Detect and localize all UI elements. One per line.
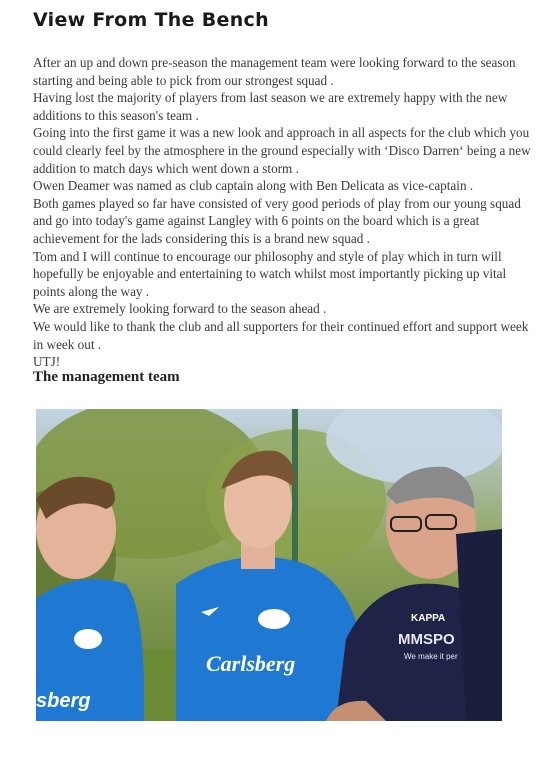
paragraph: We would like to thank the club and all supporters for their continued effort and support week in week out . xyxy=(33,318,529,352)
paragraph: Tom and I will continue to encourage our philosophy and style of play which in turn will hopefully be enjoyable and entertaining to watch whilst most importantly picking up vital points along the way . xyxy=(33,248,507,299)
article-title: View From The Bench xyxy=(33,9,269,31)
shirt-right-sponsor: MMSPO xyxy=(398,631,455,648)
shirt-left-text: sberg xyxy=(36,690,91,712)
shirt-center-text: Carlsberg xyxy=(206,651,296,676)
paragraph: We are extremely looking forward to the season ahead . xyxy=(33,301,327,317)
paragraph: UTJ! xyxy=(33,354,61,370)
signature: The management team xyxy=(33,369,180,385)
article-body xyxy=(33,54,533,371)
paragraph: After an up and down pre-season the management team were looking forward to the season starting and being able to pick from our strongest squad . xyxy=(33,55,516,88)
paragraph: Both games played so far have consisted of very good periods of play from our young squad and go into today's game against Langley with 6 points on the board which is a great achievement for the lads considering this is a brand new squad . xyxy=(33,195,521,246)
paragraph: Going into the first game it was a new look and approach in all aspects for the club which you could clearly feel by the atmosphere in the ground especially with ‘Disco Darren‘ being a new addition to match days which went down a storm . xyxy=(33,125,531,176)
shirt-right-brand: KAPPA xyxy=(411,613,446,624)
shirt-right-tagline: We make it per xyxy=(404,652,458,661)
paragraph: Having lost the majority of players from last season we are extremely happy with the new additions to this season's team . xyxy=(33,90,508,123)
paragraph: Owen Deamer was named as club captain along with Ben Delicata as vice-captain . xyxy=(33,178,474,194)
team-photo xyxy=(36,409,502,721)
